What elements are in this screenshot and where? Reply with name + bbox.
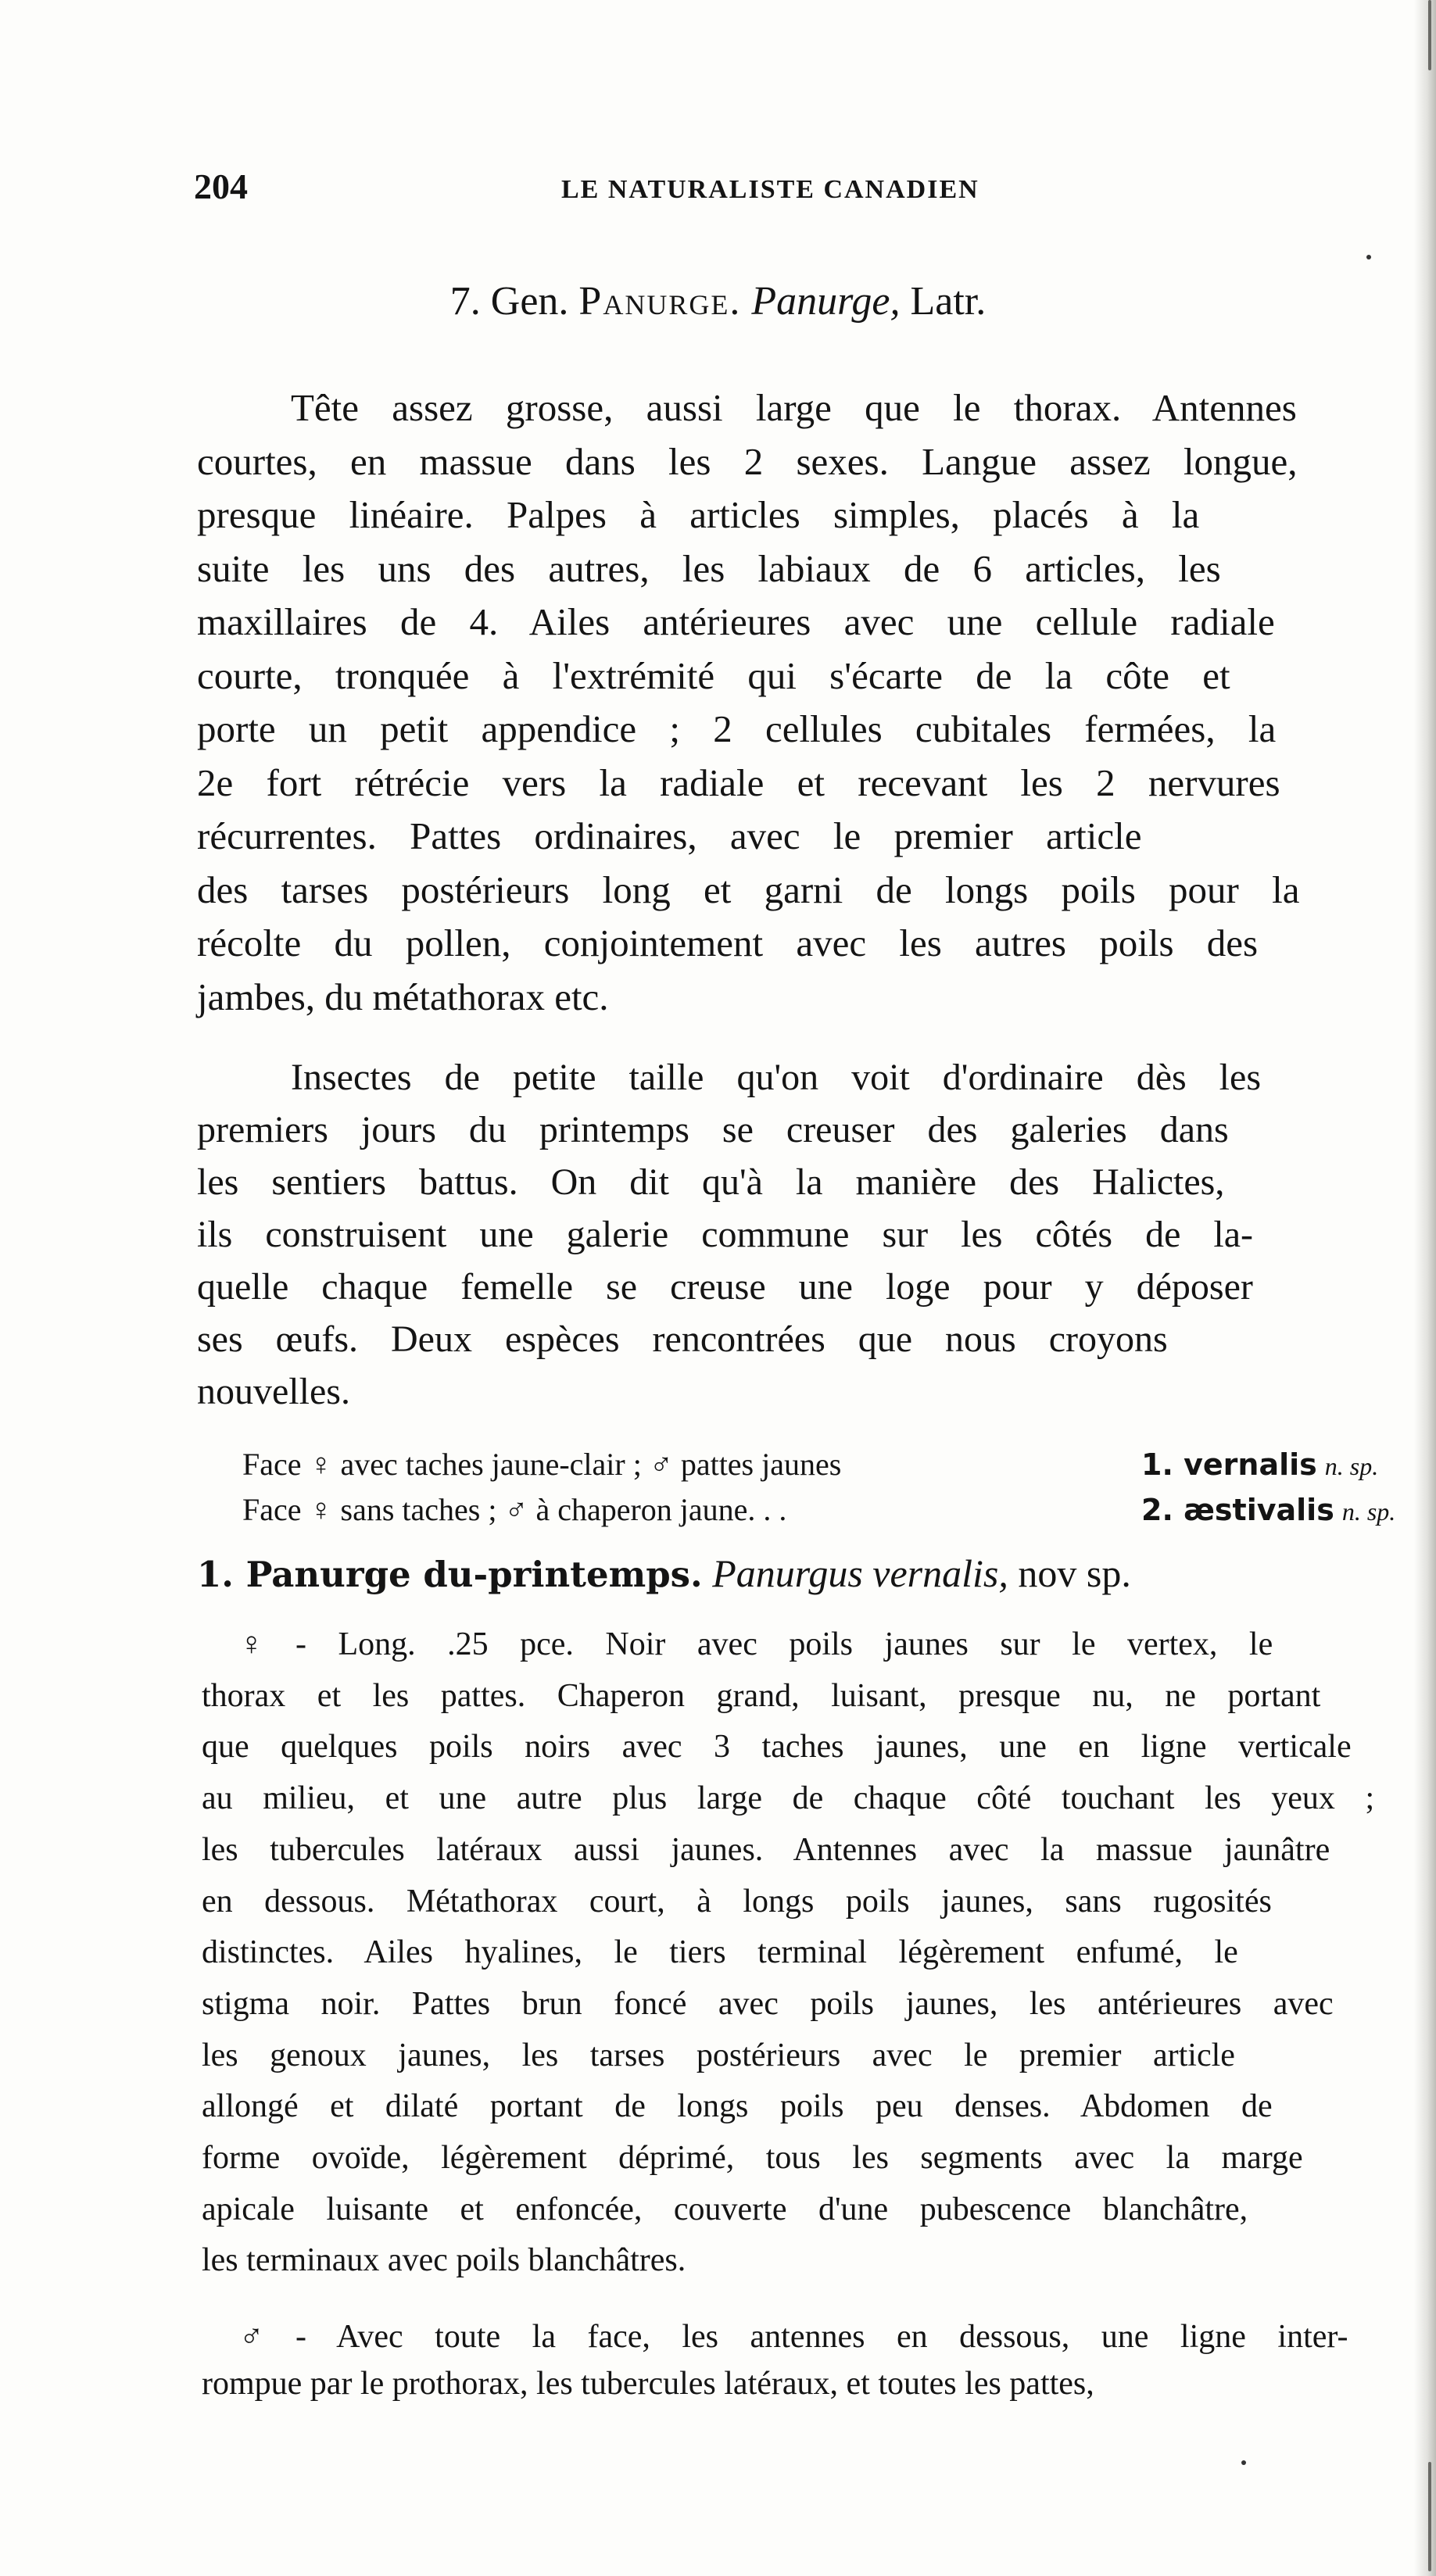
section-title-prefix: 7. Gen. bbox=[449, 279, 569, 324]
page-number: 204 bbox=[194, 166, 248, 206]
text-line: récurrentes. Pattes ordinaires, avec le premier article bbox=[197, 814, 1142, 857]
text-line: Insectes de petite taille qu'on voit d'ordinaire dès les bbox=[291, 1057, 1261, 1098]
female-description bbox=[202, 1619, 1374, 2287]
scan-streak bbox=[1428, 0, 1431, 70]
text-line: quelle chaque femelle se creuse une loge pour y déposer bbox=[197, 1266, 1253, 1308]
species-key bbox=[197, 1443, 1396, 1533]
section-title-author: Latr. bbox=[910, 279, 987, 324]
text-line: suite les uns des autres, les labiaux de 6 articles, les bbox=[197, 546, 1221, 590]
species-heading-common: 1. Panurge du-printemps. bbox=[197, 1554, 703, 1595]
text-line: récolte du pollen, conjointement avec les autres poils des bbox=[197, 921, 1259, 964]
text-line: thorax et les pattes. Chaperon grand, luisant, presque nu, ne portant bbox=[202, 1677, 1321, 1714]
species-heading-suffix: nov sp. bbox=[1018, 1551, 1131, 1595]
habits-paragraph bbox=[197, 1051, 1373, 1418]
text-line: les terminaux avec poils blanchâtres. bbox=[202, 2242, 686, 2279]
genus-description-paragraph bbox=[197, 381, 1373, 1024]
text-line: les genoux jaunes, les tarses postérieurs avec le premier article bbox=[202, 2037, 1235, 2073]
text-line: courtes, en massue dans les 2 sexes. Langue assez longue, bbox=[197, 439, 1298, 483]
text-line: 2e fort rétrécie vers la radiale et recevant les 2 nervures bbox=[197, 760, 1280, 804]
speck bbox=[1366, 255, 1371, 259]
running-title: LE NATURALISTE CANADIEN bbox=[561, 175, 979, 204]
text-line: courte, tronquée à l'extrémité qui s'écarte de la côte et bbox=[197, 653, 1230, 697]
text-line: nouvelles. bbox=[197, 1371, 350, 1412]
key-note: n. sp. bbox=[1324, 1452, 1379, 1480]
text-line: les sentiers battus. On dit qu'à la manière des Halictes, bbox=[197, 1161, 1225, 1203]
text-line: ses œufs. Deux espèces rencontrées que nous croyons bbox=[197, 1318, 1168, 1360]
section-title-genus: Panurge. bbox=[578, 279, 742, 324]
text-line: jambes, du métathorax etc. bbox=[197, 975, 609, 1018]
text-line: stigma noir. Pattes brun foncé avec poils jaunes, les antérieures avec bbox=[202, 1985, 1334, 2022]
species-heading bbox=[197, 1551, 1373, 1596]
text-line: apicale luisante et enfoncée, couverte d'une pubescence blanchâtre, bbox=[202, 2191, 1248, 2227]
text-line: en dessous. Métathorax court, à longs poils jaunes, sans rugosités bbox=[202, 1883, 1272, 1919]
key-result: 2. æstivalis bbox=[1141, 1493, 1334, 1527]
text-line: ♀ - Long. .25 pce. Noir avec poils jaunes sur le vertex, le bbox=[239, 1626, 1273, 1662]
key-result: 1. vernalis bbox=[1141, 1447, 1317, 1482]
text-line: maxillaires de 4. Ailes antérieures avec une cellule radiale bbox=[197, 600, 1275, 643]
key-line bbox=[197, 1488, 1396, 1533]
text-line: forme ovoïde, légèrement déprimé, tous les segments avec la marge bbox=[202, 2140, 1303, 2177]
male-description bbox=[202, 2313, 1374, 2407]
key-label: Face ♀ sans taches ; ♂ à chaperon jaune. . . bbox=[242, 1492, 787, 1527]
speck bbox=[1241, 2460, 1246, 2465]
text-line: des tarses postérieurs long et garni de longs poils pour la bbox=[197, 868, 1300, 911]
text-line: porte un petit appendice ; 2 cellules cubitales fermées, la bbox=[197, 707, 1277, 750]
text-line: premiers jours du printemps se creuser des galeries dans bbox=[197, 1109, 1229, 1150]
text-line: ils construisent une galerie commune sur les côtés de la- bbox=[197, 1214, 1254, 1255]
section-title-latin: Panurge, bbox=[751, 279, 901, 324]
text-line: allongé et dilaté portant de longs poils peu denses. Abdomen de bbox=[202, 2088, 1273, 2125]
key-note: n. sp. bbox=[1341, 1497, 1396, 1526]
text-line: ♂ - Avec toute la face, les antennes en dessous, une ligne inter- bbox=[239, 2319, 1348, 2355]
page-edge-shadow bbox=[1414, 0, 1436, 2576]
text-line: rompue par le prothorax, les tubercules latéraux, et toutes les pattes, bbox=[202, 2366, 1094, 2402]
text-line: Tête assez grosse, aussi large que le thorax. Antennes bbox=[291, 386, 1297, 429]
species-heading-latin: Panurgus vernalis, bbox=[712, 1551, 1008, 1595]
section-title bbox=[0, 278, 1436, 324]
text-line: que quelques poils noirs avec 3 taches jaunes, une en ligne verticale bbox=[202, 1729, 1352, 1766]
key-label: Face ♀ avec taches jaune-clair ; ♂ pattes jaunes bbox=[242, 1447, 842, 1482]
text-line: distinctes. Ailes hyalines, le tiers terminal légèrement enfumé, le bbox=[202, 1934, 1238, 1971]
text-line: les tubercules latéraux aussi jaunes. Antennes avec la massue jaunâtre bbox=[202, 1831, 1330, 1868]
key-line bbox=[197, 1443, 1379, 1488]
text-line: au milieu, et une autre plus large de chaque côté touchant les yeux ; bbox=[202, 1780, 1375, 1817]
scan-streak bbox=[1428, 2462, 1431, 2571]
text-line: presque linéaire. Palpes à articles simples, placés à la bbox=[197, 493, 1200, 536]
page-header bbox=[194, 166, 1351, 213]
